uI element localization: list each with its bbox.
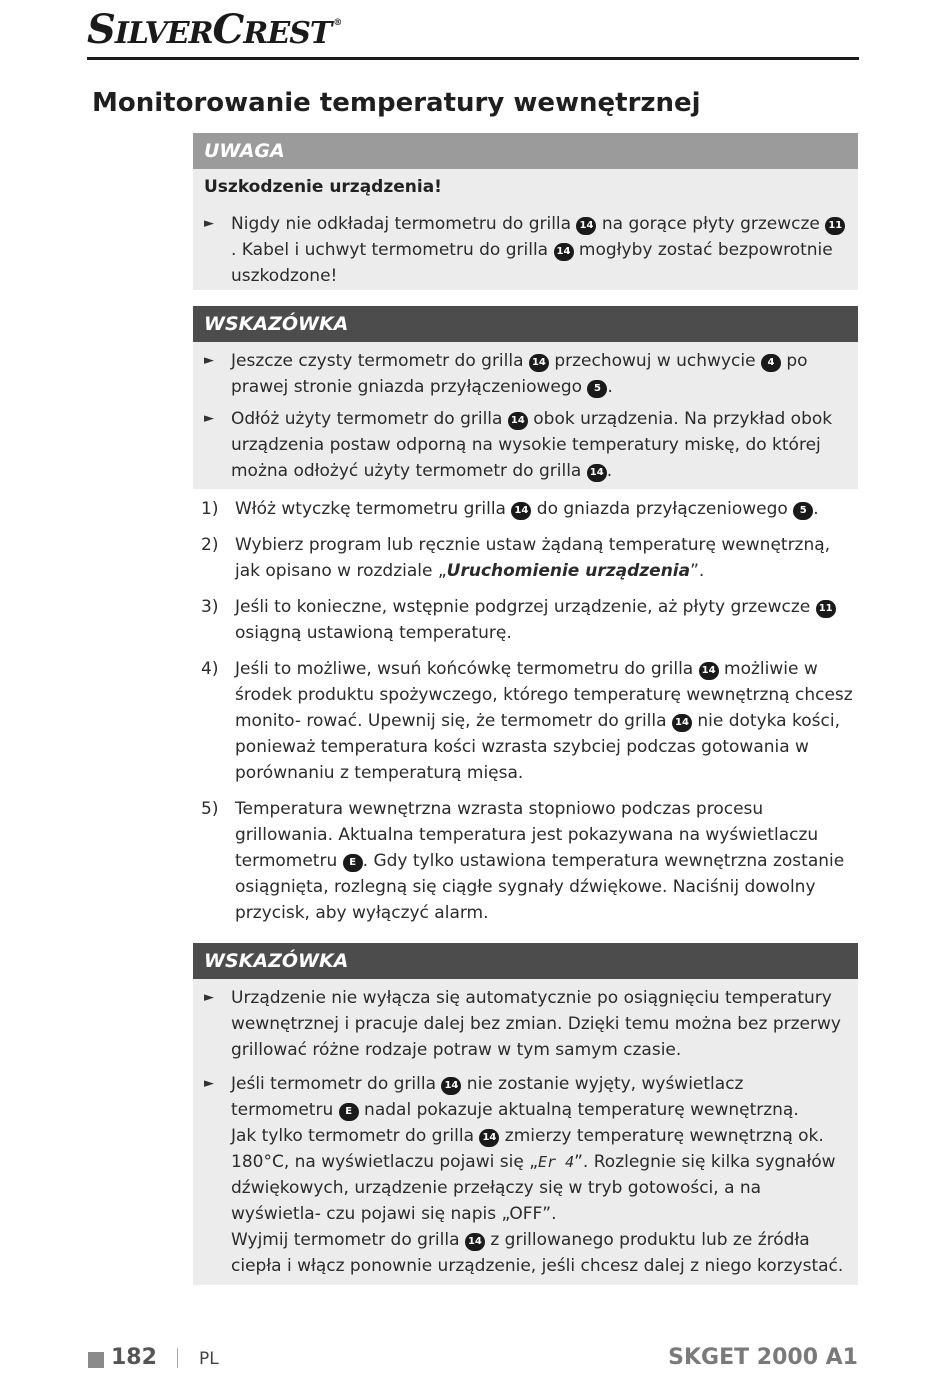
step-item: 4) Jeśli to możliwe, wsuń końcówkę termometru do grilla 14 możliwie w środek produktu spożywczego, którego temperaturę wewnętrzną chcesz monito- rować. Upewnij się, że termometr do grilla 14 nie dotyka kości, ponieważ temperatura kości wzrasta szybciej podczas gotowania w porównaniu z temperaturą mięsa. [193, 656, 858, 786]
logo-letter: S [87, 6, 115, 53]
footer-divider [177, 1348, 178, 1368]
ref-marker: 14 [511, 502, 531, 520]
ref-marker: 14 [587, 464, 607, 482]
bullet-arrow-icon: ► [204, 990, 214, 1005]
ref-marker: 14 [699, 662, 719, 680]
model-number: SKGET 2000 A1 [668, 1345, 858, 1370]
bullet-arrow-icon: ► [204, 1076, 214, 1091]
footer-square-icon [88, 1352, 104, 1368]
note-bullet: ► Jeśli termometr do grilla 14 nie zostanie wyjęty, wyświetlacz termometru E nadal pokazuje aktualną temperaturę wewnętrzną. Jak tylko termometr do grilla 14 zmierzy temperaturę wewnętrzną ok. 180°C, na wyświetlaczu pojawi się „Er 4”. Rozlegnie się kilka sygnałów dźwiękowych, urządzenie przełączy się w tryb gotowości, a na wyświetla- czu pojawi się napis „OFF”. Wyjmij termometr do grilla 14 z grillowanego produktu lub ze źródła ciepła i włącz ponownie urządzenie, jeśli chcesz dalej z niego korzystać. [193, 1071, 858, 1279]
warning-heading: UWAGA [193, 133, 858, 169]
ref-marker: 14 [508, 412, 528, 430]
chapter-reference: Uruchomienie urządzenia [446, 561, 691, 581]
note-bullet: ► Jeszcze czysty termometr do grilla 14 przechowuj w uchwycie 4 po prawej stronie gniazda przyłączeniowego 5 . [193, 348, 858, 400]
note-heading-2: WSKAZÓWKA [193, 943, 858, 979]
bullet-arrow-icon: ► [204, 353, 214, 368]
bullet-arrow-icon: ► [204, 411, 214, 426]
step-list [193, 496, 858, 936]
ref-marker: 5 [793, 502, 813, 520]
bullet-arrow-icon: ► [204, 216, 214, 231]
ref-marker: 4 [761, 354, 781, 372]
page-footer [0, 1342, 950, 1376]
ref-marker: 14 [672, 714, 692, 732]
step-item: 2) Wybierz program lub ręcznie ustaw żądaną temperaturę wewnętrzną, jak opisano w rozdziale „Uruchomienie urządzenia”. [193, 532, 858, 584]
ref-marker: E [339, 1103, 359, 1121]
step-item: 1) Włóż wtyczkę termometru grilla 14 do gniazda przyłączeniowego 5 . [193, 496, 858, 522]
step-number: 1) [201, 499, 219, 519]
ref-marker: 14 [529, 354, 549, 372]
step-number: 5) [201, 799, 219, 819]
warning-subheading: Uszkodzenie urządzenia! [204, 177, 442, 197]
registered-mark: ® [333, 18, 342, 28]
header-rule [87, 57, 859, 60]
language-code: PL [199, 1349, 219, 1369]
ref-marker: E [343, 854, 363, 872]
note-bullet: ► Odłóż użyty termometr do grilla 14 obok urządzenia. Na przykład obok urządzenia postaw odporną na wysokie temperatury miskę, do której można odłożyć użyty termometr do grilla 14 . [193, 406, 858, 484]
note-bullet: ► Urządzenie nie wyłącza się automatycznie po osiągnięciu temperatury wewnętrznej i pracuje dalej bez zmian. Dzięki temu można bez przerwy grillować różne rodzaje potraw w tym samym czasie. [193, 985, 858, 1063]
ref-marker: 14 [465, 1233, 485, 1251]
brand-logo [87, 6, 341, 53]
logo-text: ILVER [114, 16, 213, 51]
display-code: Er 4 [538, 1153, 575, 1171]
warning-bullet: ► Nigdy nie odkładaj termometru do grilla 14 na gorące płyty grzewcze 11. Kabel i uchwyt termometru do grilla 14 mogłyby zostać bezpowrotnie uszkodzone! [193, 211, 858, 289]
logo-letter: C [212, 6, 244, 53]
page-title: Monitorowanie temperatury wewnętrznej [92, 88, 701, 118]
note-box-1 [193, 306, 858, 489]
ref-marker: 11 [825, 217, 845, 235]
note-box-2 [193, 943, 858, 1285]
step-number: 3) [201, 597, 219, 617]
ref-marker: 14 [576, 217, 596, 235]
ref-marker: 14 [554, 243, 574, 261]
ref-marker: 14 [479, 1129, 499, 1147]
step-item: 5) Temperatura wewnętrzna wzrasta stopniowo podczas procesu grillowania. Aktualna temperatura jest pokazywana na wyświetlaczu termometru E . Gdy tylko ustawiona temperatura wewnętrzna zostanie osiągnięta, rozlegną się ciągłe sygnały dźwiękowe. Naciśnij dowolny przycisk, aby wyłączyć alarm. [193, 796, 858, 926]
step-number: 4) [201, 659, 219, 679]
warning-box [193, 133, 858, 290]
logo-text: REST [243, 16, 332, 51]
page-number: 182 [111, 1345, 157, 1370]
ref-marker: 14 [441, 1077, 461, 1095]
step-number: 2) [201, 535, 219, 555]
ref-marker: 11 [816, 600, 836, 618]
note-heading-1: WSKAZÓWKA [193, 306, 858, 342]
step-item: 3) Jeśli to konieczne, wstępnie podgrzej urządzenie, aż płyty grzewcze 11 osiągną ustawioną temperaturę. [193, 594, 858, 646]
ref-marker: 5 [587, 380, 607, 398]
